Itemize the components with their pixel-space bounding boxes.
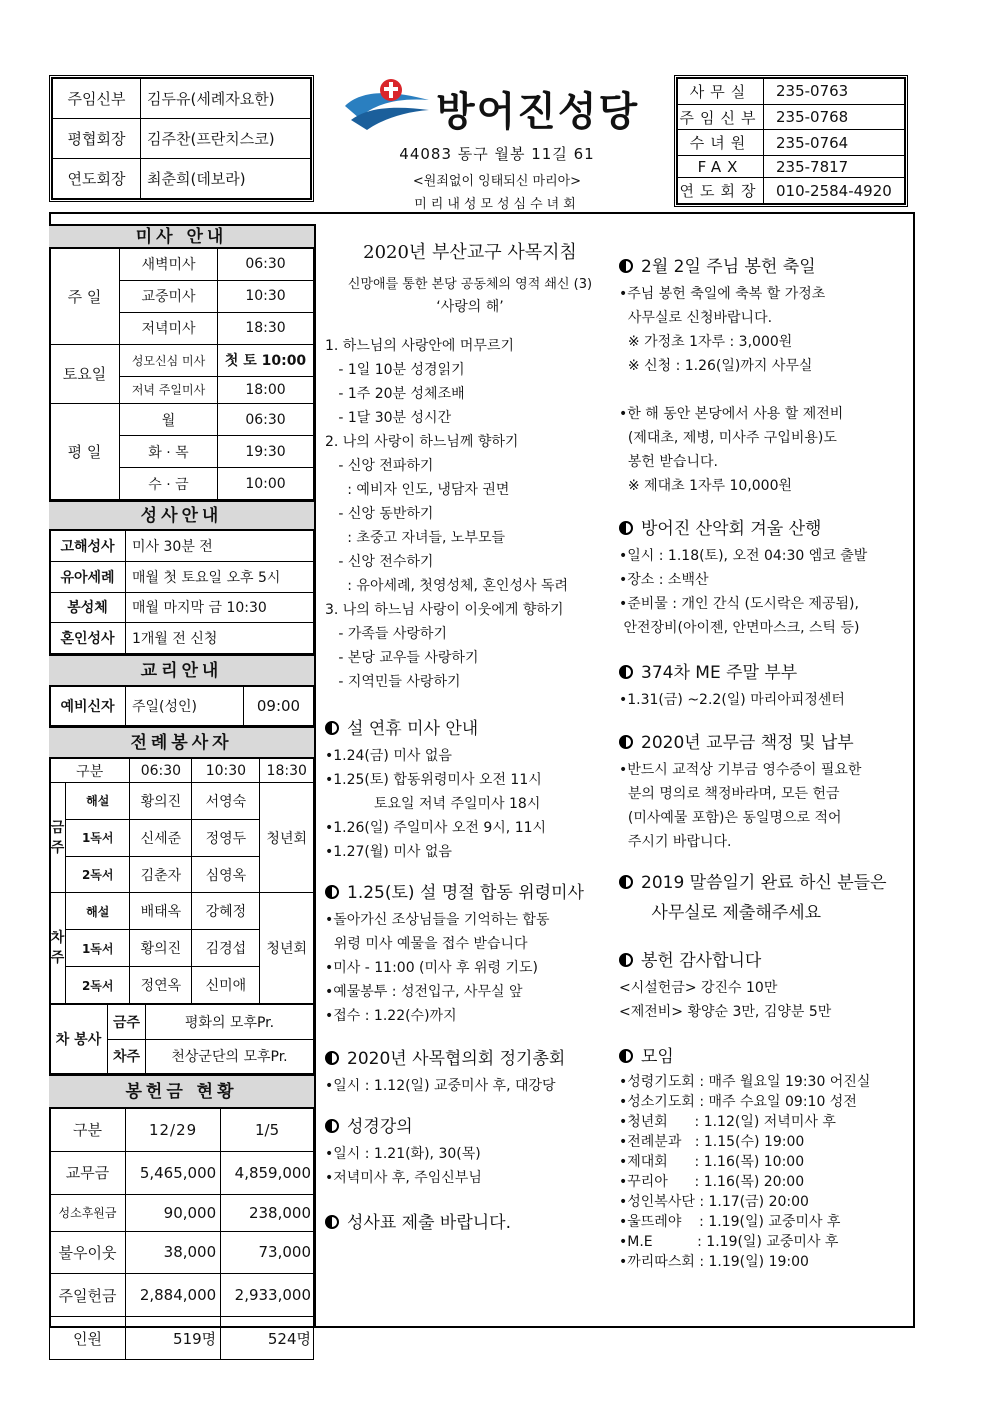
liturgy-person: 김춘자 (130, 856, 192, 893)
notice-title: 성경강의 (347, 1117, 413, 1137)
guideline-line: 2. 나의 사랑이 하느님께 향하기 (325, 434, 519, 450)
right-column (619, 238, 909, 1272)
contact-value: 235-0768 (764, 104, 905, 130)
notice-line: (미사예물 포함)은 동일명으로 적어 (619, 810, 842, 826)
offering-amount: 2,884,000 (126, 1274, 221, 1317)
notice-line: •준비물 : 개인 간식 (도시락은 제공됨), (619, 596, 859, 612)
notice-line: •제대회 : 1.16(목) 10:00 (619, 1154, 805, 1170)
contact-value: 235-0763 (764, 79, 905, 105)
liturgy-person: 배태옥 (130, 893, 192, 930)
sacrament-info: 미사 30분 전 (126, 531, 314, 562)
half-circle-bullet-icon (325, 1215, 339, 1229)
half-circle-bullet-icon (619, 735, 633, 749)
notice-line (619, 378, 909, 402)
liturgy-person: 신세준 (130, 819, 192, 856)
liturgy-table (49, 758, 314, 1004)
half-circle-bullet-icon (325, 1051, 339, 1065)
contact-box (674, 75, 908, 207)
notice-line: 안전장비(아이젠, 안면마스크, 스틱 등) (619, 620, 860, 636)
sacrament-info: 매월 마지막 금 10:30 (126, 592, 314, 623)
staff-box (49, 75, 314, 202)
mass-time: 06:30 (218, 249, 314, 281)
guideline-line: - 1일 10분 성경읽기 (325, 362, 465, 378)
notice-heading (325, 1112, 615, 1142)
notice-heading (619, 658, 909, 688)
liturgy-evening: 청년회 (260, 893, 314, 1004)
notice-title: 설 연휴 미사 안내 (347, 719, 479, 739)
notice-line: 위령 미사 예물을 접수 받습니다 (325, 936, 528, 952)
notice-line: •M.E : 1.19(일) 교중미사 후 (619, 1234, 839, 1250)
tea-week: 금주 (108, 1005, 146, 1040)
half-circle-bullet-icon (619, 259, 633, 273)
offering-category: 인원 (50, 1317, 126, 1360)
mass-title: 미사 안내 (49, 224, 314, 248)
notice-heading (325, 1044, 615, 1074)
mass-name: 교중미사 (120, 280, 218, 312)
notice-line: •일시 : 1.18(토), 오전 04:30 엠코 출발 (619, 548, 868, 564)
parish-logo (341, 72, 651, 140)
sidebar (49, 224, 316, 1348)
sacrament-name: 혼인성사 (50, 623, 126, 654)
notice-line: ※ 제대초 1자루 10,000원 (619, 478, 793, 494)
offering-amount: 90,000 (126, 1194, 221, 1231)
guideline-line: - 신앙 동반하기 (325, 506, 434, 522)
mass-name: 새벽미사 (120, 249, 218, 281)
sacrament-info: 1개월 전 신청 (126, 623, 314, 654)
liturgy-head: 18:30 (260, 759, 314, 783)
catechism-title: 교리안내 (49, 654, 314, 686)
liturgy-week: 금주 (50, 783, 66, 893)
guideline-line: : 유아세례, 첫영성체, 혼인성사 독려 (325, 578, 569, 594)
notice-line: •저녁미사 후, 주임신부님 (325, 1170, 482, 1186)
offering-category: 불우이웃 (50, 1231, 126, 1274)
contact-value: 235-7817 (764, 156, 905, 178)
offering-category: 교무금 (50, 1151, 126, 1194)
notice-line: •예물봉투 : 성전입구, 사무실 앞 (325, 984, 523, 1000)
mass-table (49, 248, 314, 500)
mass-day: 주 일 (50, 249, 120, 345)
parish-emblem-icon (341, 76, 433, 132)
staff-name: 김두유(세례자요한) (141, 79, 311, 119)
mass-time: 18:30 (218, 312, 314, 344)
liturgy-person: 신미애 (192, 967, 260, 1004)
tea-table (49, 1004, 314, 1074)
notice-title: 374차 ME 주말 부부 (641, 663, 798, 683)
sacrament-name: 봉성체 (50, 592, 126, 623)
offering-title: 봉헌금 현황 (49, 1074, 314, 1108)
sacrament-info: 매월 첫 토요일 오후 5시 (126, 561, 314, 592)
contact-label: 연도회장 (678, 178, 764, 204)
right-notices (619, 252, 909, 1272)
notice-line: •한 해 동안 본당에서 사용 할 제전비 (619, 406, 844, 422)
notice-line: •성령기도회 : 매주 월요일 19:30 어진실 (619, 1074, 871, 1090)
guideline-line: 1. 하느님의 사랑안에 머무르기 (325, 338, 514, 354)
mass-day: 토요일 (50, 344, 120, 403)
pastoral-subtitle: 신망애를 통한 본당 공동체의 영적 쇄신 (3) (347, 277, 593, 292)
notice-heading (619, 868, 909, 898)
notice-line: •접수 : 1.22(수)까지 (325, 1008, 457, 1024)
offering-amount: 73,000 (221, 1231, 314, 1274)
middle-column (325, 238, 615, 1238)
tea-group: 평화의 모후Pr. (146, 1005, 314, 1040)
guideline-line: - 본당 교우들 사랑하기 (325, 650, 479, 666)
middle-notices (325, 714, 615, 1238)
mass-time: 10:30 (218, 280, 314, 312)
notice-line: •1.26(일) 주일미사 오전 9시, 11시 (325, 820, 547, 836)
half-circle-bullet-icon (619, 1049, 633, 1063)
liturgy-week: 차주 (50, 893, 66, 1004)
guideline-line: - 신앙 전수하기 (325, 554, 434, 570)
mass-day: 평 일 (50, 404, 120, 500)
notice-line: 사무실로 신청바랍니다. (619, 310, 773, 326)
notice-line: •주님 봉헌 축일에 축복 할 가정초 (619, 286, 826, 302)
notice-line: •1.31(금) ~2.2(일) 마리아피정센터 (619, 692, 845, 708)
notice-line: •일시 : 1.12(일) 교중미사 후, 대강당 (325, 1078, 556, 1094)
catechism-info: 주일(성인) (126, 687, 244, 726)
offering-head: 구분 (50, 1109, 126, 1152)
mass-time: 06:30 (218, 404, 314, 436)
notice-line: 토요일 저녁 주일미사 18시 (325, 796, 541, 812)
notice-line: 분의 명의로 책정바라며, 모든 헌금 (619, 786, 840, 802)
half-circle-bullet-icon (619, 875, 633, 889)
notice-line: •성인복사단 : 1.17(금) 20:00 (619, 1194, 809, 1210)
offering-amount: 38,000 (126, 1231, 221, 1274)
offering-amount: 2,933,000 (221, 1274, 314, 1317)
half-circle-bullet-icon (325, 1119, 339, 1133)
notice-line: •일시 : 1.21(화), 30(목) (325, 1146, 481, 1162)
mass-name: 화 · 목 (120, 436, 218, 468)
mass-time: 10:00 (218, 468, 314, 500)
liturgy-person: 심영옥 (192, 856, 260, 893)
notice-heading (619, 1042, 909, 1072)
contact-label: FAX (678, 156, 764, 178)
notice-line: •장소 : 소백산 (619, 572, 709, 588)
liturgy-person: 정영두 (192, 819, 260, 856)
notice-line: •성소기도회 : 매주 수요일 09:10 성전 (619, 1094, 857, 1110)
religious-order: 미리내성모성심수녀회 (414, 197, 580, 212)
sacrament-name: 유아세례 (50, 561, 126, 592)
pastoral-year-theme: ‘사랑의 해’ (436, 299, 504, 315)
offering-amount: 238,000 (221, 1194, 314, 1231)
notice-line: •1.24(금) 미사 없음 (325, 748, 452, 764)
guideline-line: - 신앙 전파하기 (325, 458, 434, 474)
staff-role: 연도회장 (53, 159, 141, 199)
mass-time: 첫 토 10:00 (218, 344, 314, 376)
offering-table (49, 1108, 314, 1360)
sacrament-table (49, 530, 314, 654)
half-circle-bullet-icon (619, 521, 633, 535)
mass-name: 수 · 금 (120, 468, 218, 500)
staff-role: 평협회장 (53, 119, 141, 159)
notice-title: 2020년 사목협의회 정기총회 (347, 1049, 566, 1069)
liturgy-person: 김경섭 (192, 930, 260, 967)
notice-heading (619, 946, 909, 976)
sacrament-name: 고해성사 (50, 531, 126, 562)
liturgy-role: 1독서 (66, 930, 130, 967)
notice-title: 방어진 산악회 겨울 산행 (641, 519, 822, 539)
catechism-time: 09:00 (244, 687, 314, 726)
notice-line: •미사 - 11:00 (미사 후 위령 기도) (325, 960, 538, 976)
liturgy-head: 구분 (50, 759, 130, 783)
contact-value: 235-0764 (764, 130, 905, 156)
notice-line: •돌아가신 조상님들을 기억하는 합동 (325, 912, 550, 928)
contact-label: 수녀원 (678, 130, 764, 156)
parish-address: 44083 동구 월봉 11길 61 (399, 145, 595, 163)
notice-heading (619, 514, 909, 544)
liturgy-person: 황의진 (130, 930, 192, 967)
parish-motto: <원죄없이 잉태되신 마리아> (412, 174, 582, 189)
notice-line: •청년회 : 1.12(일) 저녁미사 후 (619, 1114, 836, 1130)
notice-title: 1.25(토) 설 명절 합동 위령미사 (347, 883, 584, 903)
liturgy-role: 2독서 (66, 856, 130, 893)
contact-label: 사무실 (678, 79, 764, 105)
liturgy-role: 2독서 (66, 967, 130, 1004)
notice-line: <시설헌금> 강진수 10만 (619, 980, 778, 996)
half-circle-bullet-icon (619, 953, 633, 967)
notice-line: 주시기 바랍니다. (619, 834, 732, 850)
half-circle-bullet-icon (325, 721, 339, 735)
notice-line: •1.27(월) 미사 없음 (325, 844, 452, 860)
guideline-line: : 예비자 인도, 냉담자 권면 (325, 482, 510, 498)
tea-week: 차주 (108, 1039, 146, 1074)
liturgy-person: 강혜정 (192, 893, 260, 930)
notice-line: ※ 가정초 1자루 : 3,000원 (619, 334, 793, 350)
liturgy-evening: 청년회 (260, 783, 314, 893)
offering-category: 주일헌금 (50, 1274, 126, 1317)
notice-line: •울뜨레야 : 1.19(일) 교중미사 후 (619, 1214, 841, 1230)
notice-line: ※ 신청 : 1.26(일)까지 사무실 (619, 358, 813, 374)
notice-heading (325, 1208, 615, 1238)
notice-line: 사무실로 제출해주세요 (619, 903, 822, 923)
offering-amount: 5,465,000 (126, 1151, 221, 1194)
liturgy-head: 10:30 (192, 759, 260, 783)
mass-name: 저녁미사 (120, 312, 218, 344)
liturgy-role: 1독서 (66, 819, 130, 856)
notice-heading (325, 714, 615, 744)
sacrament-title: 성사안내 (49, 500, 314, 530)
mass-time: 18:00 (218, 376, 314, 403)
offering-head: 12/29 (126, 1109, 221, 1152)
notice-line: •반드시 교적상 기부금 영수증이 필요한 (619, 762, 862, 778)
parish-name: 방어진성당 (436, 89, 640, 135)
guideline-line: : 초중고 자녀들, 노부모들 (325, 530, 506, 546)
notice-title: 2020년 교무금 책정 및 납부 (641, 733, 854, 753)
liturgy-person: 정연옥 (130, 967, 192, 1004)
guideline-line: 3. 나의 하느님 사랑이 이웃에게 향하기 (325, 602, 564, 618)
liturgy-role: 해설 (66, 893, 130, 930)
notice-line: •전례분과 : 1.15(수) 19:00 (619, 1134, 805, 1150)
staff-name: 김주찬(프란치스코) (141, 119, 311, 159)
catechism-table (49, 686, 314, 726)
catechism-name: 예비신자 (50, 687, 126, 726)
guideline-line: - 가족들 사랑하기 (325, 626, 447, 642)
notice-title: 모임 (641, 1047, 674, 1067)
offering-amount: 519명 (126, 1317, 221, 1360)
liturgy-role: 해설 (66, 783, 130, 820)
guideline-line: - 지역민들 사랑하기 (325, 674, 461, 690)
mass-name: 성모신심 미사 (120, 344, 218, 376)
offering-category: 성소후원금 (50, 1194, 126, 1231)
liturgy-person: 황의진 (130, 783, 192, 820)
half-circle-bullet-icon (619, 665, 633, 679)
mass-name: 저녁 주일미사 (120, 376, 218, 403)
notice-title: 성사표 제출 바랍니다. (347, 1213, 512, 1233)
notice-heading (619, 728, 909, 758)
contact-value: 010-2584-4920 (764, 178, 905, 204)
offering-amount: 524명 (221, 1317, 314, 1360)
pastoral-guidelines (325, 334, 615, 694)
contact-label: 주임신부 (678, 104, 764, 130)
notice-line: •꾸리아 : 1.16(목) 20:00 (619, 1174, 805, 1190)
notice-title: 2019 말씀일기 완료 하신 분들은 (641, 873, 887, 893)
notice-line: (제대초, 제병, 미사주 구입비용)도 (619, 430, 837, 446)
mass-time: 19:30 (218, 436, 314, 468)
tea-group: 천상군단의 모후Pr. (146, 1039, 314, 1074)
guideline-line: - 1달 30분 성시간 (325, 410, 452, 426)
notice-line: •1.25(토) 합동위령미사 오전 11시 (325, 772, 542, 788)
notice-title: 2월 2일 주님 봉헌 축일 (641, 257, 816, 277)
liturgy-head: 06:30 (130, 759, 192, 783)
liturgy-title: 전례봉사자 (49, 726, 314, 758)
staff-role: 주임신부 (53, 79, 141, 119)
staff-name: 최춘희(데보라) (141, 159, 311, 199)
half-circle-bullet-icon (325, 885, 339, 899)
offering-amount: 4,859,000 (221, 1151, 314, 1194)
notice-line: •까리따스회 : 1.19(일) 19:00 (619, 1254, 809, 1270)
guideline-line: - 1주 20분 성체조배 (325, 386, 465, 402)
notice-line: 봉헌 받습니다. (619, 454, 718, 470)
notice-heading (619, 252, 909, 282)
tea-label: 차 봉사 (50, 1005, 108, 1074)
notice-heading (325, 878, 615, 908)
liturgy-person: 서영숙 (192, 783, 260, 820)
pastoral-title: 2020년 부산교구 사목지침 (363, 242, 577, 263)
notice-title: 봉헌 감사합니다 (641, 951, 762, 971)
offering-head: 1/5 (221, 1109, 314, 1152)
notice-line: <제전비> 황양순 3만, 김양분 5만 (619, 1004, 832, 1020)
mass-name: 월 (120, 404, 218, 436)
